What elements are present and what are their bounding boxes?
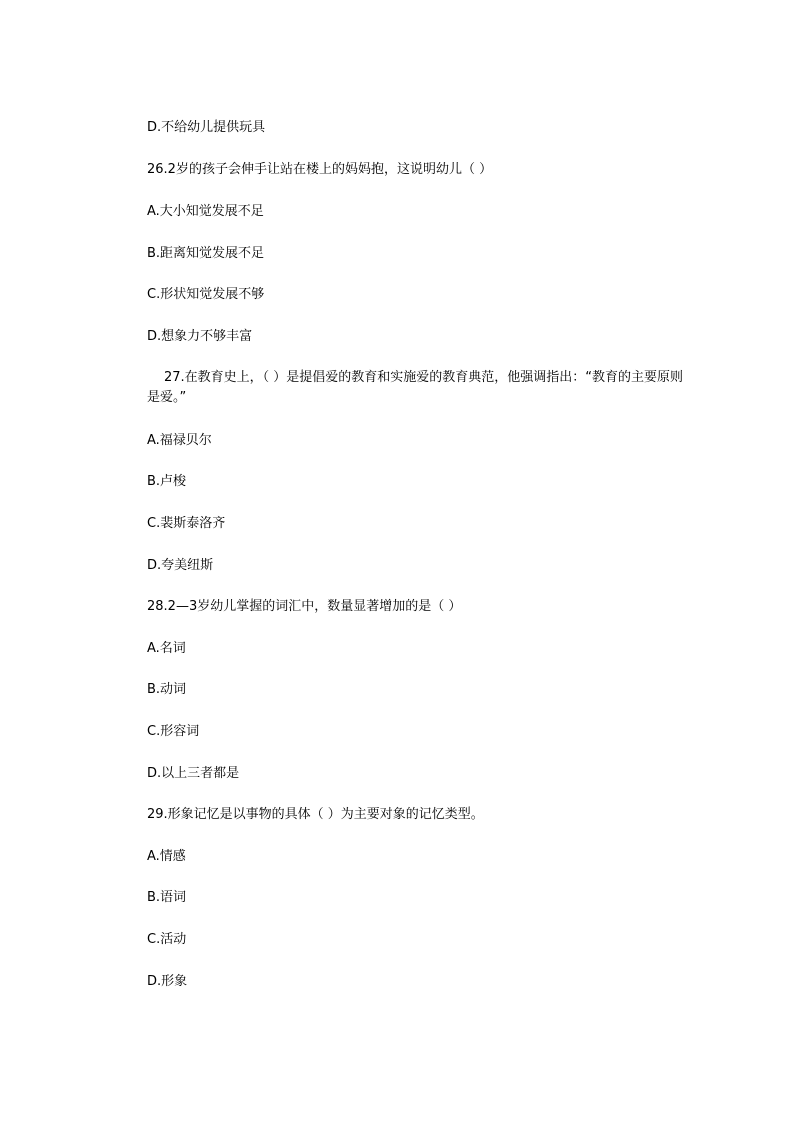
option-27c: C.裴斯泰洛齐 [147,516,226,531]
option-29a: A.情感 [147,849,186,864]
option-26b: B.距离知觉发展不足 [147,246,265,261]
question-28: 28.2—3岁幼儿掌握的词汇中，数量显著增加的是（ ） [147,599,462,614]
option-27a: A.福禄贝尔 [147,433,212,448]
option-25d: D.不给幼儿提供玩具 [147,120,266,135]
option-29c: C.活动 [147,932,187,947]
option-29b: B.语词 [147,890,187,905]
option-28a: A.名词 [147,641,186,656]
option-26c: C.形状知觉发展不够 [147,287,265,302]
question-26: 26.2岁的孩子会伸手让站在楼上的妈妈抱，这说明幼儿（ ） [147,162,493,177]
option-29d: D.形象 [147,974,188,989]
option-26d: D.想象力不够丰富 [147,329,253,344]
option-28c: C.形容词 [147,724,200,739]
option-27b: B.卢梭 [147,474,187,489]
question-27: 27.在教育史上，（ ）是提倡爱的教育和实施爱的教育典范，他强调指出：“教育的主要原则是爱。” [147,370,684,405]
option-27d: D.夸美纽斯 [147,558,214,573]
option-28b: B.动词 [147,682,187,697]
option-26a: A.大小知觉发展不足 [147,204,264,219]
option-28d: D.以上三者都是 [147,766,240,781]
question-29: 29.形象记忆是以事物的具体（ ）为主要对象的记忆类型。 [147,807,484,822]
